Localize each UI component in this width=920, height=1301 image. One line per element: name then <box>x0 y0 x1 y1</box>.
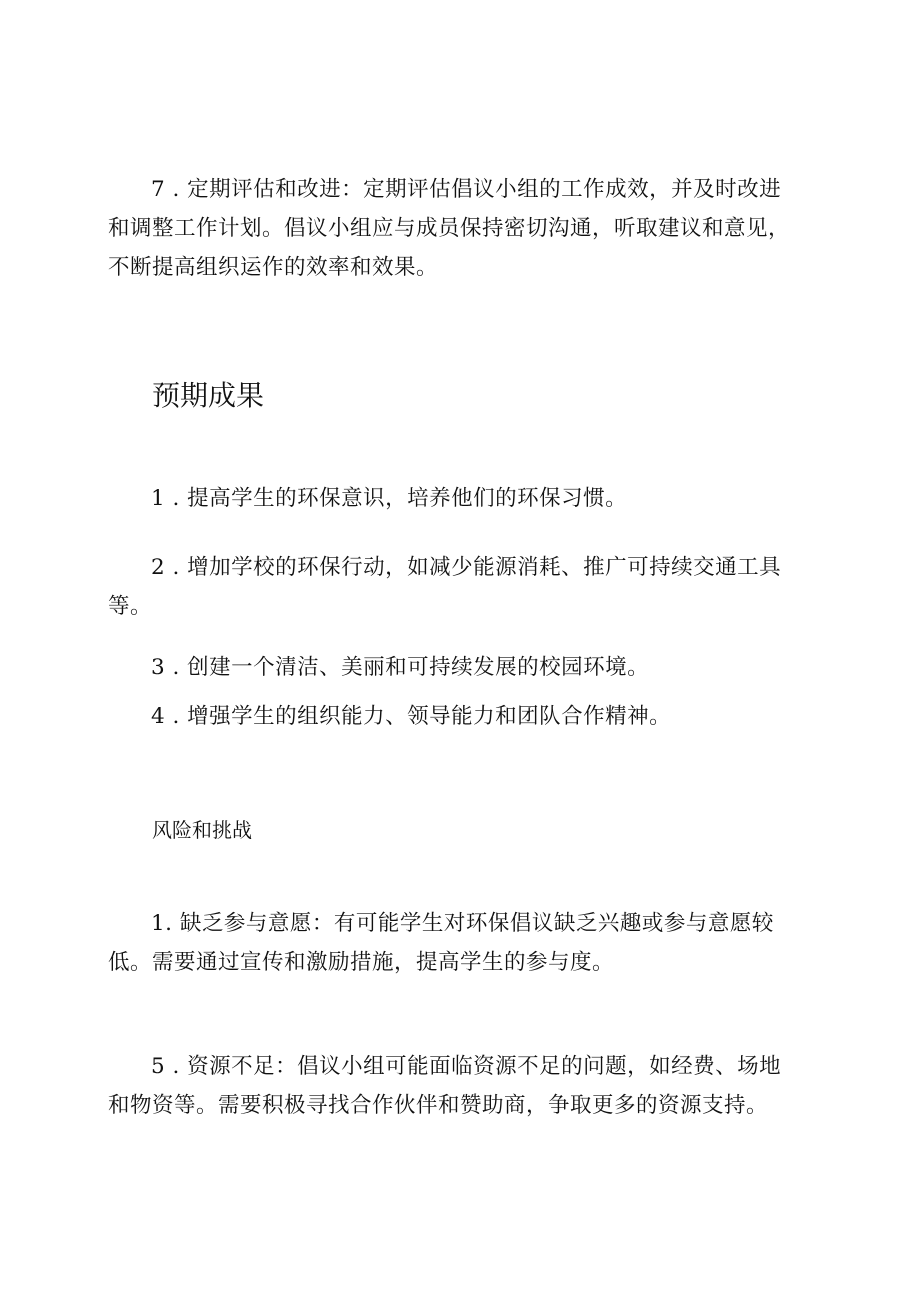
list-item-text: 4 . 增强学生的组织能力、领导能力和团队合作精神。 <box>151 704 672 729</box>
list-item-text: 等。 <box>108 594 153 619</box>
list-item <box>108 648 824 687</box>
paragraph-line: 1. 缺乏参与意愿：有可能学生对环保倡议缺乏兴趣或参与意愿较 <box>151 911 774 936</box>
list-item-text: 3 . 创建一个清洁、美丽和可持续发展的校园环境。 <box>151 655 650 680</box>
paragraph-risk-5 <box>108 1047 824 1125</box>
paragraph-line: 和调整工作计划。倡议小组应与成员保持密切沟通，听取建议和意见， <box>108 216 791 241</box>
paragraph-line: 不断提高组织运作的效率和效果。 <box>108 255 439 280</box>
paragraph-line: 7 . 定期评估和改进：定期评估倡议小组的工作成效，并及时改进 <box>151 177 782 202</box>
paragraph-line: 低。需要通过宣传和激励措施，提高学生的参与度。 <box>108 950 615 975</box>
list-item-text: 2 . 增加学校的环保行动，如减少能源消耗、推广可持续交通工具 <box>151 555 782 580</box>
list-item-text: 1 . 提高学生的环保意识，培养他们的环保习惯。 <box>151 486 628 511</box>
paragraph-line: 5 . 资源不足：倡议小组可能面临资源不足的问题，如经费、场地 <box>151 1054 782 1079</box>
list-item <box>108 697 824 736</box>
list-item <box>108 479 824 518</box>
list-item <box>108 548 824 626</box>
section-heading-expected-results: 预期成果 <box>152 379 265 412</box>
section-heading-risks: 风险和挑战 <box>152 818 252 842</box>
paragraph-item-7 <box>108 170 824 287</box>
paragraph-line: 和物资等。需要积极寻找合作伙伴和赞助商，争取更多的资源支持。 <box>108 1093 769 1118</box>
paragraph-risk-1 <box>108 904 824 982</box>
